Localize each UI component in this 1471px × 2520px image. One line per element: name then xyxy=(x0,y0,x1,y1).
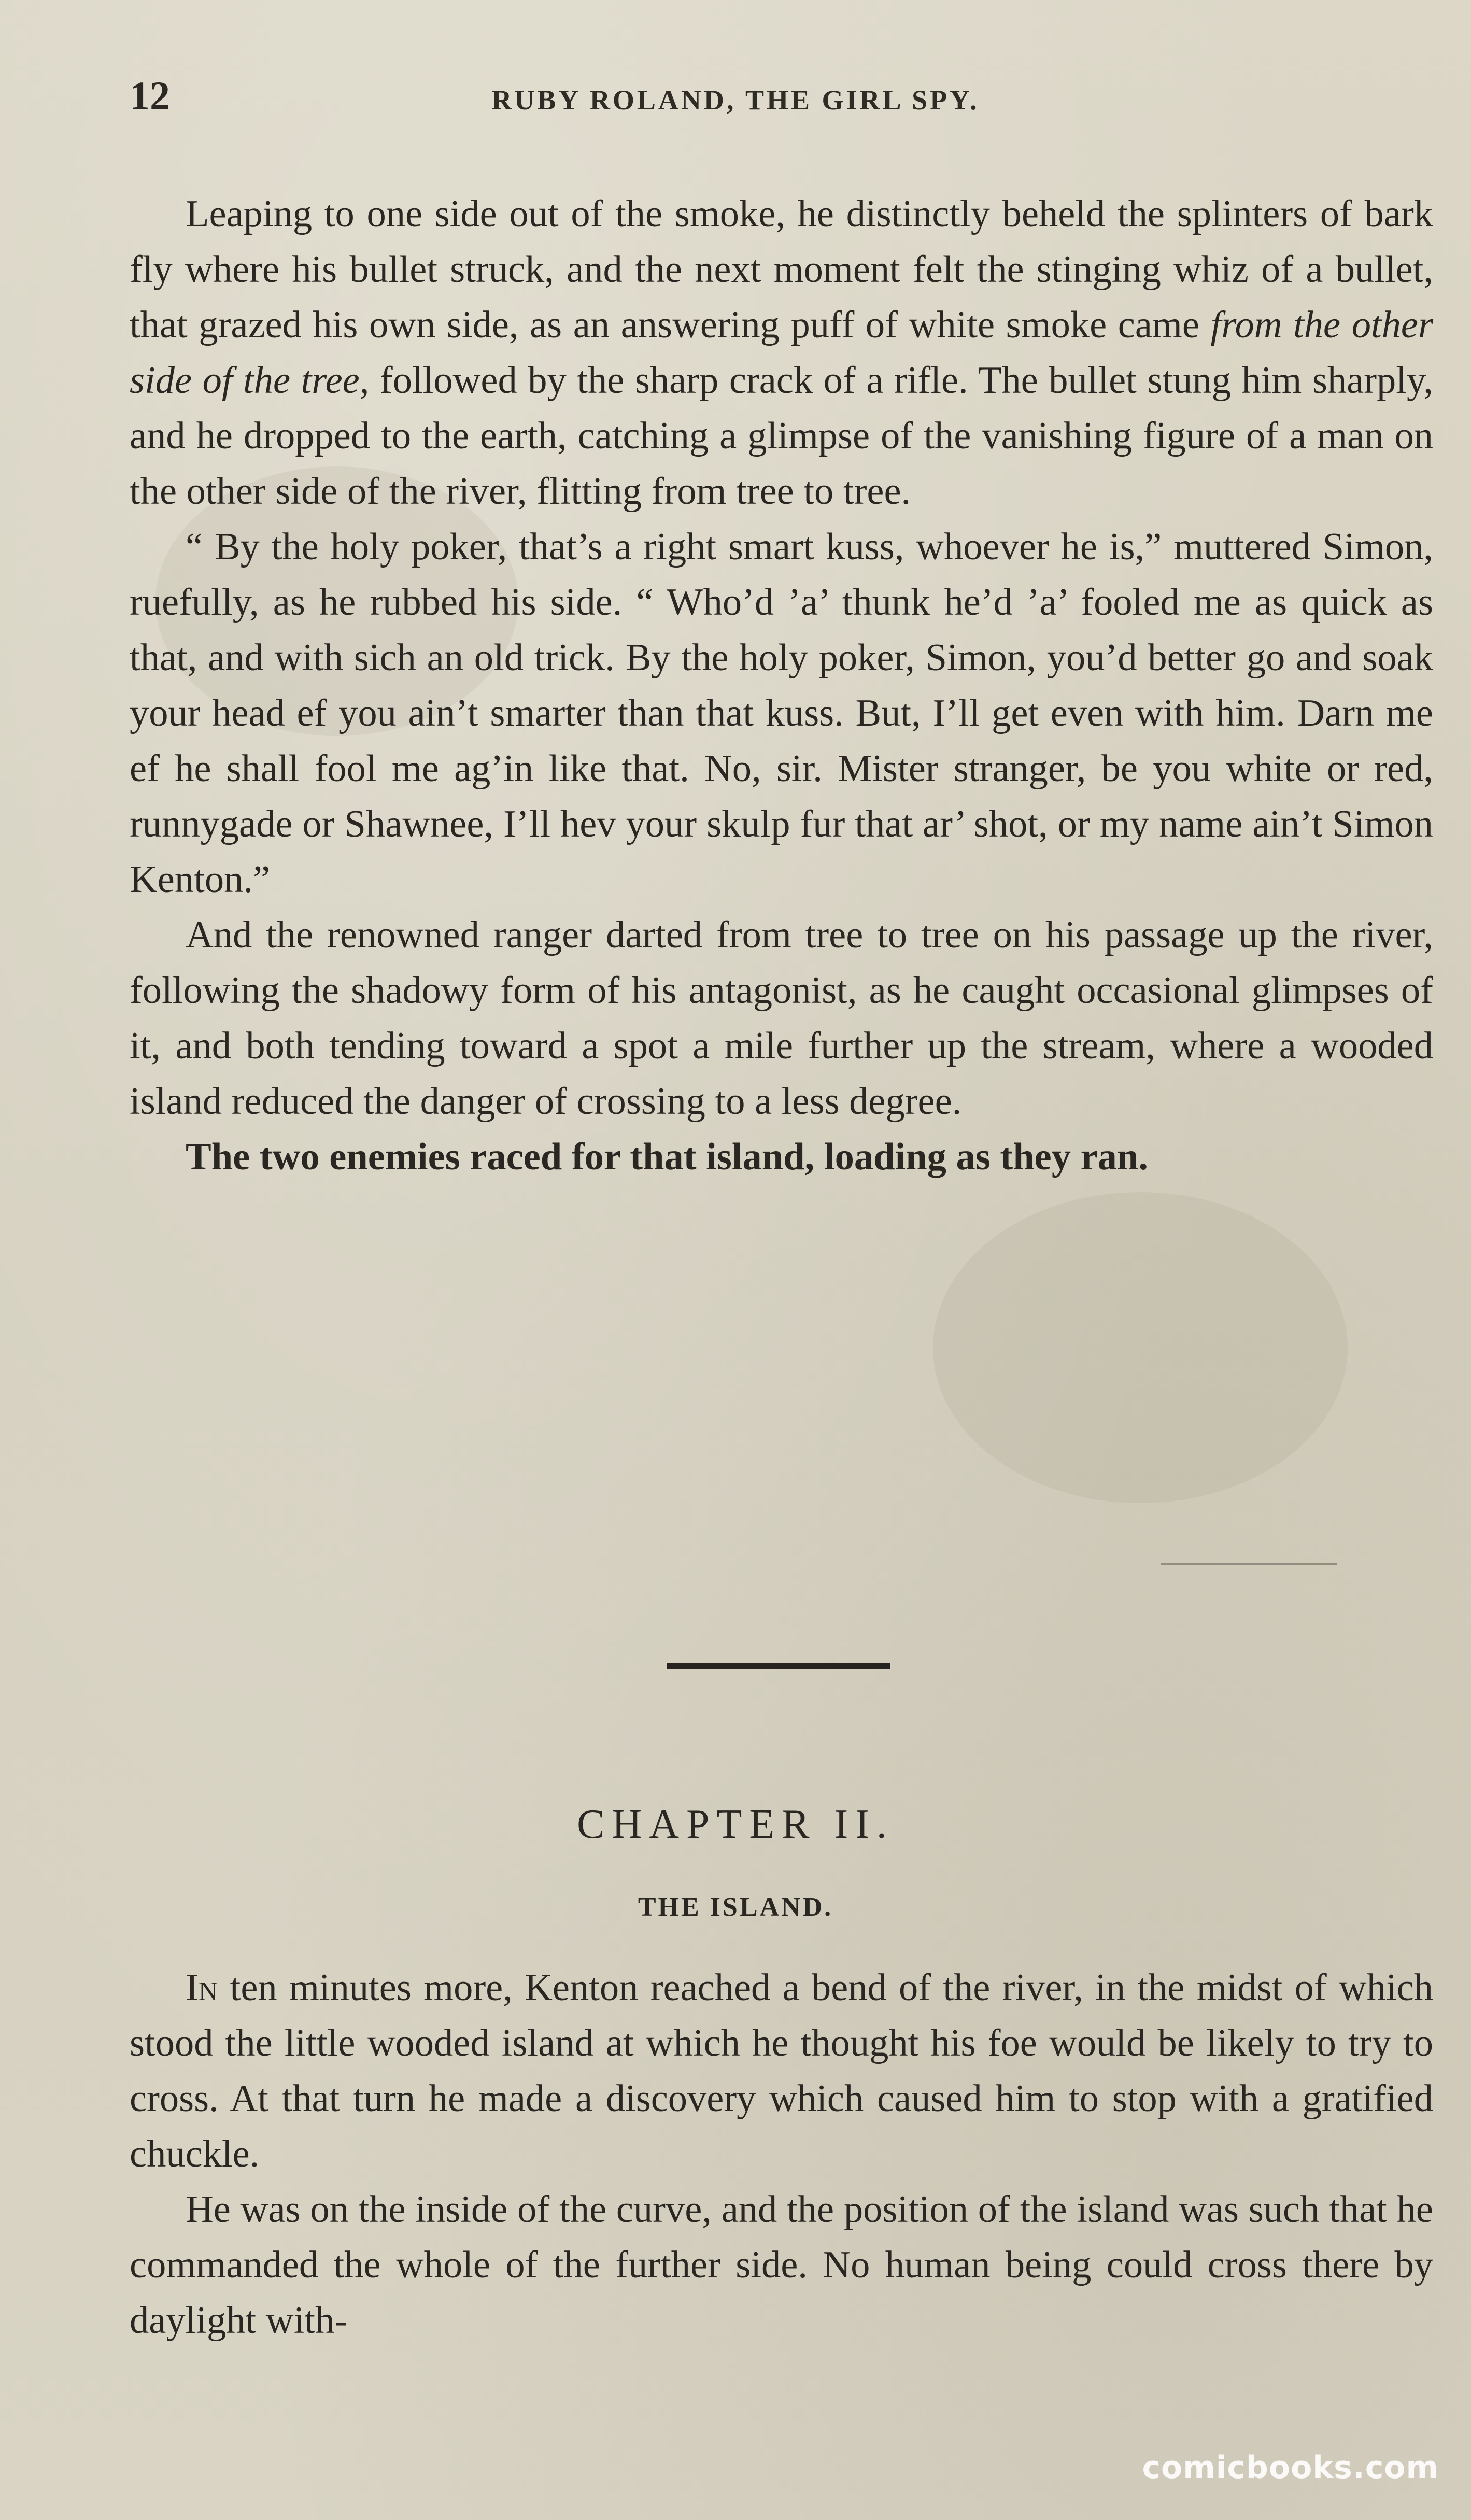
faint-rule xyxy=(1161,1563,1337,1565)
text-segment: “ By the holy poker, that’s a right smart kuss, whoever he is,” muttered Simon, ruefully, as he rubbed his side. “ Who’d ’a’ thunk he’d ’a’ fooled me as quick as that, and with sich an old trick. By the holy poker, Simon, you’d better go and soak your head ef you ain’t smarter than that kuss. But, I’ll get even with him. Darn me ef he shall fool me ag’in like that. No, sir. Mister stranger, be you white or red, runnygade or Shawnee, I’ll hev your skulp fur that ar’ shot, or my name ain’t Simon Kenton.” xyxy=(130,526,1433,901)
text-segment: The two enemies raced for that island, loading as they ran. xyxy=(186,1136,1148,1178)
running-title: RUBY ROLAND, THE GIRL SPY. xyxy=(491,84,980,116)
chapter-two-text xyxy=(130,1960,1433,2348)
paragraph xyxy=(130,1129,1433,1185)
paragraph xyxy=(130,908,1433,1129)
chapter-subtitle: THE ISLAND. xyxy=(638,1892,833,1922)
page-number: 12 xyxy=(130,73,170,118)
drop-word: In xyxy=(186,1966,218,2009)
paragraph xyxy=(130,1960,1433,2182)
text-segment: ten minutes more, Kenton reached a bend of the river, in the midst of which stood the little wooded island at which he thought his foe would be likely to try to cross. At that turn he made a discovery which caused him to stop with a gratified chuckle. xyxy=(130,1966,1433,2175)
text-segment: He was on the inside of the curve, and the position of the island was such that he commanded the whole of the further side. No human being could cross there by daylight with- xyxy=(130,2188,1433,2342)
text-segment: Leaping to one side out of the smoke, he distinctly beheld the splinters of bark fly where his bullet struck, and the next moment felt the stinging whiz of a bullet, that grazed his own side, as an answering puff of white smoke came xyxy=(130,193,1433,346)
chapter-title: CHAPTER II. xyxy=(577,1802,894,1847)
text-segment: , followed by the sharp crack of a rifle. The bullet stung him sharply, and he dropped to the earth, catching a glimpse of the vanishing figure of a man on the other side of the river, flitting from tree to tree. xyxy=(130,359,1433,513)
italic-text: from the other side of the tree xyxy=(130,304,1433,402)
section-divider xyxy=(667,1663,890,1669)
paragraph xyxy=(130,519,1433,908)
paragraph xyxy=(130,187,1433,519)
chapter-one-text xyxy=(130,187,1433,1185)
paragraph xyxy=(130,2182,1433,2348)
paper-stain xyxy=(933,1192,1348,1503)
text-segment: And the renowned ranger darted from tree to tree on his passage up the river, following the shadowy form of his antagonist, as he caught occasional glimpses of it, and both tending toward a spot a mile further up the stream, where a wooded island reduced the danger of crossing to a less degree. xyxy=(130,914,1433,1123)
watermark: comicbooks.com xyxy=(1142,2450,1439,2486)
